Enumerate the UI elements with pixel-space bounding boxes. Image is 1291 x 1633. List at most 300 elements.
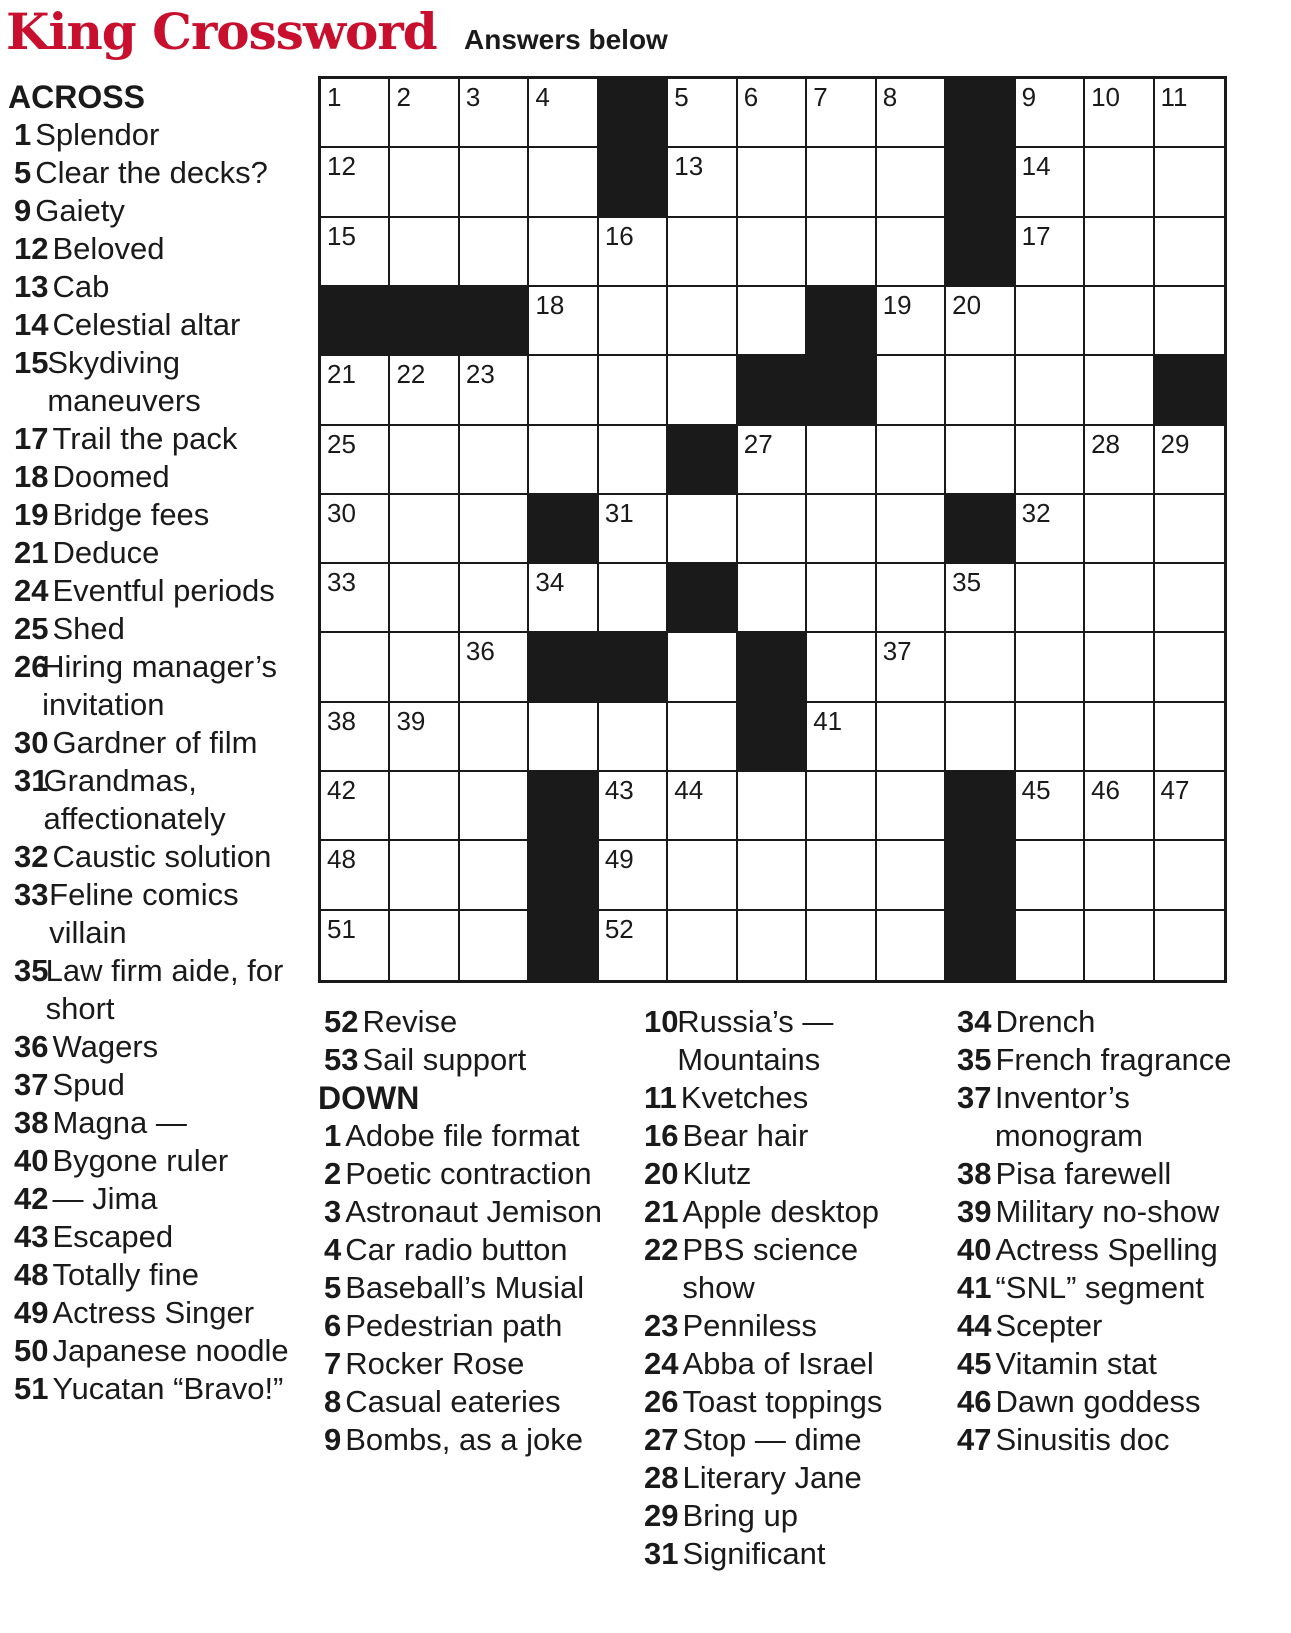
grid-cell[interactable] xyxy=(599,426,668,495)
grid-cell[interactable] xyxy=(877,148,946,217)
grid-cell[interactable] xyxy=(321,703,390,772)
clue-text: Actress Spelling xyxy=(995,1232,1218,1267)
clue-text: Kvetches xyxy=(680,1080,809,1115)
clue-text: Literary Jane xyxy=(682,1460,862,1495)
clue-text: Astronaut Jemison xyxy=(345,1194,602,1229)
grid-cell[interactable] xyxy=(738,426,807,495)
cell-number: 36 xyxy=(465,636,495,667)
grid-cell[interactable] xyxy=(1155,426,1224,495)
grid-cell[interactable] xyxy=(321,772,390,841)
grid-cell[interactable] xyxy=(946,287,1015,356)
cell-number: 46 xyxy=(1091,775,1120,806)
grid-cell[interactable] xyxy=(877,564,946,633)
grid-cell[interactable] xyxy=(460,218,529,287)
clue-text: Clear the decks? xyxy=(35,155,268,190)
clue-text: Caustic solution xyxy=(52,839,272,874)
clue-item xyxy=(638,1003,938,1079)
grid-cell[interactable] xyxy=(946,356,1015,425)
grid-cell[interactable] xyxy=(738,911,807,980)
grid-cell[interactable] xyxy=(1016,841,1085,910)
grid-cell[interactable] xyxy=(1085,772,1154,841)
grid-cell[interactable] xyxy=(390,218,459,287)
grid-cell[interactable] xyxy=(877,633,946,702)
clue-item xyxy=(8,1256,298,1294)
clue-text: Abba of Israel xyxy=(682,1346,874,1381)
grid-cell[interactable] xyxy=(529,287,598,356)
grid-cell[interactable] xyxy=(1155,564,1224,633)
clue-text: Bridge fees xyxy=(52,497,210,532)
clue-item xyxy=(318,1041,618,1079)
grid-cell[interactable] xyxy=(390,426,459,495)
clue-number: 24 xyxy=(14,573,49,608)
clue-item xyxy=(638,1231,938,1307)
clue-item xyxy=(951,1269,1281,1307)
grid-cell[interactable] xyxy=(599,772,668,841)
clue-text: Pisa farewell xyxy=(995,1156,1172,1191)
clue-item xyxy=(8,192,298,230)
grid-cell[interactable] xyxy=(668,79,737,148)
clue-number: 42 xyxy=(14,1181,49,1216)
clue-item xyxy=(8,534,298,572)
crossword-grid xyxy=(318,76,1227,983)
cell-number: 31 xyxy=(604,497,634,528)
grid-cell[interactable] xyxy=(1016,911,1085,980)
clue-item xyxy=(951,1155,1281,1193)
clue-text: PBS science show xyxy=(682,1232,859,1305)
clue-text: Adobe file format xyxy=(345,1118,580,1153)
grid-cell[interactable] xyxy=(668,287,737,356)
grid-cell[interactable] xyxy=(1016,79,1085,148)
clue-number: 25 xyxy=(14,611,49,646)
grid-cell[interactable] xyxy=(321,633,390,702)
clue-number: 18 xyxy=(14,459,49,494)
grid-cell[interactable] xyxy=(460,911,529,980)
cell-number: 25 xyxy=(327,428,356,459)
clue-number: 23 xyxy=(644,1308,679,1343)
black-square xyxy=(460,287,529,356)
clue-text: Beloved xyxy=(52,231,165,266)
grid-cell[interactable] xyxy=(877,841,946,910)
grid-cell[interactable] xyxy=(807,79,876,148)
clue-text: Skydiving maneuvers xyxy=(47,345,201,418)
black-square xyxy=(946,495,1015,564)
clue-number: 1 xyxy=(14,117,32,152)
clue-item xyxy=(318,1345,618,1383)
grid-cell[interactable] xyxy=(1155,772,1224,841)
clue-item xyxy=(638,1497,938,1535)
grid-cell[interactable] xyxy=(321,495,390,564)
grid-cell[interactable] xyxy=(1016,356,1085,425)
grid-cell[interactable] xyxy=(1016,564,1085,633)
grid-cell[interactable] xyxy=(1155,703,1224,772)
clue-number: 53 xyxy=(324,1042,359,1077)
grid-cell[interactable] xyxy=(460,426,529,495)
clue-item xyxy=(638,1155,938,1193)
clue-text: Bring up xyxy=(682,1498,798,1533)
cell-number: 8 xyxy=(882,82,898,112)
clue-text: Stop — dime xyxy=(682,1422,862,1457)
grid-cell[interactable] xyxy=(946,426,1015,495)
clue-item xyxy=(8,154,298,192)
grid-cell[interactable] xyxy=(1016,495,1085,564)
grid-cell[interactable] xyxy=(390,841,459,910)
clue-text: Bear hair xyxy=(682,1118,809,1153)
cell-number: 47 xyxy=(1160,775,1190,806)
cell-number: 12 xyxy=(327,151,356,182)
cell-number: 45 xyxy=(1021,775,1051,806)
clue-item xyxy=(8,1066,298,1104)
grid-cell[interactable] xyxy=(738,148,807,217)
grid-cell[interactable] xyxy=(529,426,598,495)
grid-cell[interactable] xyxy=(460,356,529,425)
clue-number: 43 xyxy=(14,1219,49,1254)
grid-cell[interactable] xyxy=(321,148,390,217)
grid-cell[interactable] xyxy=(321,911,390,980)
grid-cell[interactable] xyxy=(877,218,946,287)
clue-number: 29 xyxy=(644,1498,679,1533)
clue-text: Yucatan “Bravo!” xyxy=(52,1371,284,1406)
grid-cell[interactable] xyxy=(877,911,946,980)
grid-cell[interactable] xyxy=(738,218,807,287)
grid-cell[interactable] xyxy=(877,703,946,772)
grid-cell[interactable] xyxy=(460,772,529,841)
grid-cell[interactable] xyxy=(668,495,737,564)
grid-cell[interactable] xyxy=(599,564,668,633)
clue-text: Casual eateries xyxy=(345,1384,561,1419)
black-square xyxy=(807,287,876,356)
clue-item xyxy=(638,1459,938,1497)
grid-cell[interactable] xyxy=(460,841,529,910)
clue-number: 45 xyxy=(957,1346,992,1381)
cell-number: 15 xyxy=(327,220,356,251)
grid-cell[interactable] xyxy=(599,218,668,287)
black-square xyxy=(946,772,1015,841)
grid-cell[interactable] xyxy=(668,703,737,772)
clue-text: Escaped xyxy=(52,1219,174,1254)
grid-cell[interactable] xyxy=(738,79,807,148)
clue-item xyxy=(318,1307,618,1345)
grid-cell[interactable] xyxy=(599,841,668,910)
black-square xyxy=(668,564,737,633)
grid-cell[interactable] xyxy=(668,772,737,841)
clue-item xyxy=(318,1003,618,1041)
clue-number: 26 xyxy=(14,649,49,684)
grid-cell[interactable] xyxy=(1085,911,1154,980)
cell-number: 5 xyxy=(674,82,689,112)
grid-cell[interactable] xyxy=(599,287,668,356)
clue-item xyxy=(8,1028,298,1066)
clue-text: Drench xyxy=(995,1004,1096,1039)
clue-item xyxy=(8,306,298,344)
cell-number: 38 xyxy=(327,705,356,736)
grid-cell[interactable] xyxy=(321,564,390,633)
clue-text: Bygone ruler xyxy=(52,1143,229,1178)
grid-cell[interactable] xyxy=(807,218,876,287)
grid-cell[interactable] xyxy=(599,356,668,425)
grid-cell[interactable] xyxy=(599,911,668,980)
grid-cell[interactable] xyxy=(1085,495,1154,564)
grid-cell[interactable] xyxy=(807,495,876,564)
grid-cell[interactable] xyxy=(1155,495,1224,564)
grid-cell[interactable] xyxy=(877,356,946,425)
grid-cell[interactable] xyxy=(1085,841,1154,910)
grid-cell[interactable] xyxy=(668,356,737,425)
clue-item xyxy=(318,1231,618,1269)
clue-item xyxy=(8,344,298,420)
clue-text: Grandmas, affectionately xyxy=(43,763,226,836)
clue-text: Apple desktop xyxy=(682,1194,879,1229)
cell-number: 44 xyxy=(674,775,704,806)
grid-cell[interactable] xyxy=(1085,148,1154,217)
grid-cell[interactable] xyxy=(668,148,737,217)
clue-item xyxy=(638,1307,938,1345)
grid-cell[interactable] xyxy=(738,564,807,633)
cell-number: 1 xyxy=(327,82,342,112)
grid-cell[interactable] xyxy=(946,564,1015,633)
clue-number: 24 xyxy=(644,1346,679,1381)
grid-cell[interactable] xyxy=(1155,841,1224,910)
black-square xyxy=(946,148,1015,217)
clue-number: 27 xyxy=(644,1422,679,1457)
clue-item xyxy=(951,1307,1281,1345)
grid-cell[interactable] xyxy=(1155,218,1224,287)
grid-cell[interactable] xyxy=(1155,911,1224,980)
grid-cell[interactable] xyxy=(807,564,876,633)
clue-text: Trail the pack xyxy=(52,421,238,456)
clue-item xyxy=(8,1294,298,1332)
clue-number: 41 xyxy=(957,1270,992,1305)
clue-number: 31 xyxy=(644,1536,679,1571)
grid-cell[interactable] xyxy=(1155,633,1224,702)
grid-cell[interactable] xyxy=(1016,426,1085,495)
black-square xyxy=(529,495,598,564)
grid-cell[interactable] xyxy=(1085,633,1154,702)
clue-text: Klutz xyxy=(682,1156,752,1191)
grid-cell[interactable] xyxy=(807,772,876,841)
clue-item xyxy=(318,1193,618,1231)
clue-item xyxy=(951,1231,1281,1269)
black-square xyxy=(529,633,598,702)
grid-cell[interactable] xyxy=(529,703,598,772)
grid-cell[interactable] xyxy=(807,426,876,495)
clue-column-bottom-2 xyxy=(638,1003,938,1573)
grid-cell[interactable] xyxy=(738,287,807,356)
grid-cell[interactable] xyxy=(946,703,1015,772)
grid-cell[interactable] xyxy=(1085,564,1154,633)
grid-cell[interactable] xyxy=(1016,287,1085,356)
clue-text: Japanese noodle xyxy=(52,1333,289,1368)
grid-cell[interactable] xyxy=(390,495,459,564)
grid-cell[interactable] xyxy=(390,356,459,425)
grid-cell[interactable] xyxy=(807,148,876,217)
grid-cell[interactable] xyxy=(599,495,668,564)
grid-cell[interactable] xyxy=(529,79,598,148)
grid-cell[interactable] xyxy=(1155,287,1224,356)
clue-text: Significant xyxy=(682,1536,826,1571)
grid-cell[interactable] xyxy=(390,703,459,772)
grid-cell[interactable] xyxy=(807,911,876,980)
clue-number: 31 xyxy=(14,763,49,798)
grid-cell[interactable] xyxy=(390,633,459,702)
clue-number: 28 xyxy=(644,1460,679,1495)
grid-cell[interactable] xyxy=(1085,703,1154,772)
clue-text: Revise xyxy=(362,1004,458,1039)
grid-cell[interactable] xyxy=(877,426,946,495)
black-square xyxy=(668,426,737,495)
clue-item xyxy=(8,1218,298,1256)
cell-number: 29 xyxy=(1160,428,1190,459)
grid-cell[interactable] xyxy=(321,426,390,495)
grid-cell[interactable] xyxy=(668,841,737,910)
grid-cell[interactable] xyxy=(877,287,946,356)
clue-number: 49 xyxy=(14,1295,49,1330)
grid-cell[interactable] xyxy=(738,772,807,841)
grid-cell[interactable] xyxy=(390,79,459,148)
cell-number: 37 xyxy=(882,636,912,667)
clue-item xyxy=(638,1421,938,1459)
black-square xyxy=(946,911,1015,980)
clue-item xyxy=(318,1117,618,1155)
grid-cell[interactable] xyxy=(529,356,598,425)
clue-item xyxy=(318,1383,618,1421)
grid-cell[interactable] xyxy=(807,703,876,772)
grid-cell[interactable] xyxy=(529,148,598,217)
clue-item xyxy=(8,952,298,1028)
clue-number: 11 xyxy=(644,1080,677,1115)
clue-number: 5 xyxy=(14,155,32,190)
grid-cell[interactable] xyxy=(390,911,459,980)
clue-number: 20 xyxy=(644,1156,679,1191)
clue-item xyxy=(8,268,298,306)
grid-cell[interactable] xyxy=(1155,148,1224,217)
grid-cell[interactable] xyxy=(390,772,459,841)
clue-number: 35 xyxy=(957,1042,992,1077)
puzzle-title: King Crossword xyxy=(6,2,437,61)
clue-number: 51 xyxy=(14,1371,49,1406)
cell-number: 22 xyxy=(396,359,426,390)
grid-cell[interactable] xyxy=(877,495,946,564)
clue-column-left xyxy=(8,78,298,1408)
cell-number: 30 xyxy=(327,497,356,528)
clue-text: Gaiety xyxy=(35,193,125,228)
grid-cell[interactable] xyxy=(1085,287,1154,356)
down-heading: DOWN xyxy=(318,1080,420,1116)
cell-number: 17 xyxy=(1021,220,1051,251)
grid-cell[interactable] xyxy=(460,564,529,633)
grid-cell[interactable] xyxy=(807,633,876,702)
grid-cell[interactable] xyxy=(1085,79,1154,148)
clue-item xyxy=(8,1104,298,1142)
clue-item xyxy=(318,1269,618,1307)
clue-text: Scepter xyxy=(995,1308,1103,1343)
grid-cell[interactable] xyxy=(1016,633,1085,702)
clue-number: 16 xyxy=(644,1118,679,1153)
grid-cell[interactable] xyxy=(321,841,390,910)
clue-text: Doomed xyxy=(52,459,170,494)
grid-cell[interactable] xyxy=(529,564,598,633)
cell-number: 32 xyxy=(1021,497,1051,528)
clue-number: 26 xyxy=(644,1384,679,1419)
grid-cell[interactable] xyxy=(390,564,459,633)
grid-cell[interactable] xyxy=(946,633,1015,702)
clue-item xyxy=(951,1193,1281,1231)
grid-cell[interactable] xyxy=(738,495,807,564)
clue-number: 6 xyxy=(324,1308,342,1343)
cell-number: 43 xyxy=(604,775,634,806)
clue-number: 1 xyxy=(324,1118,342,1153)
grid-cell[interactable] xyxy=(668,911,737,980)
clue-number: 37 xyxy=(957,1080,992,1115)
grid-cell[interactable] xyxy=(738,841,807,910)
grid-cell[interactable] xyxy=(1085,356,1154,425)
black-square xyxy=(599,148,668,217)
black-square xyxy=(599,633,668,702)
cell-number: 11 xyxy=(1160,82,1188,112)
grid-cell[interactable] xyxy=(877,79,946,148)
clue-number: 12 xyxy=(14,231,49,266)
grid-cell[interactable] xyxy=(460,703,529,772)
cell-number: 16 xyxy=(604,220,634,251)
grid-cell[interactable] xyxy=(668,633,737,702)
cell-number: 27 xyxy=(743,428,773,459)
clue-item xyxy=(951,1041,1281,1079)
grid-cell[interactable] xyxy=(1016,772,1085,841)
grid-cell[interactable] xyxy=(390,148,459,217)
clue-text: Russia’s — Mountains xyxy=(677,1004,834,1077)
clue-item xyxy=(8,1142,298,1180)
black-square xyxy=(1155,356,1224,425)
grid-cell[interactable] xyxy=(460,148,529,217)
clue-item xyxy=(951,1421,1281,1459)
grid-cell[interactable] xyxy=(321,79,390,148)
grid-cell[interactable] xyxy=(1085,426,1154,495)
grid-cell[interactable] xyxy=(1085,218,1154,287)
grid-cell[interactable] xyxy=(1016,148,1085,217)
grid-cell[interactable] xyxy=(460,495,529,564)
grid-cell[interactable] xyxy=(599,703,668,772)
cell-number: 9 xyxy=(1021,82,1037,112)
clue-text: Military no-show xyxy=(995,1194,1220,1229)
clue-number: 44 xyxy=(957,1308,992,1343)
clue-text: Penniless xyxy=(682,1308,817,1343)
clue-text: Cab xyxy=(52,269,110,304)
cell-number: 34 xyxy=(535,567,565,598)
black-square xyxy=(529,911,598,980)
grid-cell[interactable] xyxy=(1016,218,1085,287)
clue-number: 19 xyxy=(14,497,49,532)
black-square xyxy=(599,79,668,148)
across-heading: ACROSS xyxy=(8,79,145,115)
grid-cell[interactable] xyxy=(877,772,946,841)
clue-number: 33 xyxy=(14,877,49,912)
grid-cell[interactable] xyxy=(321,218,390,287)
clue-text: “SNL” segment xyxy=(995,1270,1204,1305)
grid-cell[interactable] xyxy=(321,356,390,425)
clue-number: 38 xyxy=(14,1105,49,1140)
grid-cell[interactable] xyxy=(529,218,598,287)
cell-number: 20 xyxy=(952,289,982,320)
grid-cell[interactable] xyxy=(460,79,529,148)
grid-cell[interactable] xyxy=(668,218,737,287)
grid-cell[interactable] xyxy=(807,841,876,910)
grid-cell[interactable] xyxy=(1155,79,1224,148)
clue-number: 32 xyxy=(14,839,49,874)
clue-text: Spud xyxy=(52,1067,125,1102)
clue-text: Gardner of film xyxy=(52,725,258,760)
cell-number: 33 xyxy=(327,567,356,598)
grid-cell[interactable] xyxy=(1016,703,1085,772)
grid-cell[interactable] xyxy=(460,633,529,702)
